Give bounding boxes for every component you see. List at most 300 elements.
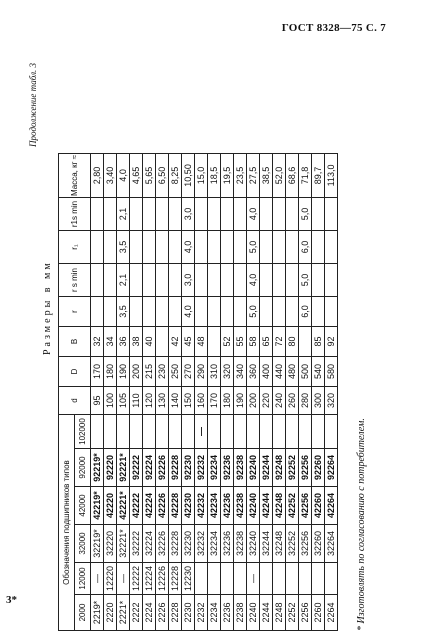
table-cell: [195, 264, 208, 297]
table-cell: 42228: [169, 487, 182, 525]
table-cell: 2236: [221, 595, 234, 631]
table-cell: [325, 264, 338, 297]
table-cell: [221, 264, 234, 297]
table-cell: 5,0: [299, 264, 312, 297]
table-cell: 200: [130, 357, 143, 387]
page-marker: 3*: [6, 594, 17, 606]
table-cell: 100: [104, 387, 117, 415]
table-cell: [169, 198, 182, 231]
table-cell: 42: [169, 327, 182, 357]
table-cell: [130, 231, 143, 264]
table-cell: [260, 297, 273, 327]
table-row: [247, 153, 260, 630]
table-cell: 3,0: [182, 264, 195, 297]
table-cell: [156, 327, 169, 357]
table-cell: [221, 297, 234, 327]
col-header-mass: Масса, кг ≈: [59, 153, 91, 197]
table-cell: [286, 297, 299, 327]
table-body: [91, 153, 338, 630]
table-cell: [169, 297, 182, 327]
table-cell: 2222: [130, 595, 143, 631]
dimensions-caption: Размеры в мм: [42, 260, 53, 355]
table-cell: 580: [325, 357, 338, 387]
table-cell: 190: [117, 357, 130, 387]
table-cell: 2,1: [117, 264, 130, 297]
table-cell: [130, 198, 143, 231]
table-cell: 95: [91, 387, 104, 415]
table-cell: 5,65: [143, 153, 156, 197]
table-cell: [156, 297, 169, 327]
table-cell: [234, 563, 247, 595]
table-cell: 32234: [208, 525, 221, 563]
table-cell: 72: [273, 327, 286, 357]
table-cell: 42252: [286, 487, 299, 525]
table-cell: [182, 415, 195, 449]
table-cell: [325, 198, 338, 231]
table-cell: 2226: [156, 595, 169, 631]
table-row: [195, 153, 208, 630]
table-cell: [325, 231, 338, 264]
table-cell: 42244: [260, 487, 273, 525]
table-cell: [130, 415, 143, 449]
col-header-92000: 92000: [75, 449, 91, 487]
table-cell: [260, 563, 273, 595]
table-cell: 92240: [247, 449, 260, 487]
table-cell: 12224: [143, 563, 156, 595]
table-row: [117, 153, 130, 630]
table-cell: [273, 563, 286, 595]
table-cell: [286, 264, 299, 297]
table-cell: [104, 297, 117, 327]
table-cell: 3,40: [104, 153, 117, 197]
table-cell: 32221*: [117, 525, 130, 563]
col-header-42000: 42000: [75, 487, 91, 525]
table-cell: 2219*: [91, 595, 104, 631]
table-row: [91, 153, 104, 630]
table-cell: 2224: [143, 595, 156, 631]
table-cell: [195, 231, 208, 264]
table-cell: 42236: [221, 487, 234, 525]
table-cell: [273, 297, 286, 327]
table-cell: 92264: [325, 449, 338, 487]
table-cell: 32256: [299, 525, 312, 563]
table-cell: 340: [234, 357, 247, 387]
table-cell: [312, 198, 325, 231]
table-cell: 42256: [299, 487, 312, 525]
table-cell: 300: [312, 387, 325, 415]
table-cell: [312, 563, 325, 595]
table-cell: 18,5: [208, 153, 221, 197]
table-cell: 6,0: [299, 231, 312, 264]
table-cell: [143, 415, 156, 449]
table-cell: 92234: [208, 449, 221, 487]
table-row: [156, 153, 169, 630]
table-continuation-caption: Продолжение табл. 3: [28, 63, 38, 147]
table-cell: 19,5: [221, 153, 234, 197]
table-cell: [156, 415, 169, 449]
table-cell: 3,5: [117, 231, 130, 264]
table-cell: 4,0: [247, 264, 260, 297]
table-cell: 92248: [273, 449, 286, 487]
table-cell: 160: [195, 387, 208, 415]
table-row: [286, 153, 299, 630]
table-cell: 71,8: [299, 153, 312, 197]
table-cell: 32219*: [91, 525, 104, 563]
table-cell: 12220: [104, 563, 117, 595]
table-cell: 52,0: [273, 153, 286, 197]
table-cell: [273, 198, 286, 231]
table-row: [221, 153, 234, 630]
table-row: [260, 153, 273, 630]
table-cell: 190: [234, 387, 247, 415]
table-cell: 15,0: [195, 153, 208, 197]
table-cell: 89,7: [312, 153, 325, 197]
table-cell: [325, 563, 338, 595]
table-cell: 92226: [156, 449, 169, 487]
table-row: [104, 153, 117, 630]
table-cell: 290: [195, 357, 208, 387]
table-cell: [325, 297, 338, 327]
table-cell: 55: [234, 327, 247, 357]
table-cell: 5,0: [247, 297, 260, 327]
table-cell: [156, 198, 169, 231]
table-cell: 12230: [182, 563, 195, 595]
table-cell: 4,65: [130, 153, 143, 197]
table-row: [143, 153, 156, 630]
footnote: * Изготовлять по согласованию с потребителем.: [356, 418, 367, 631]
table-cell: 2252: [286, 595, 299, 631]
table-cell: [91, 231, 104, 264]
table-cell: 85: [312, 327, 325, 357]
table-cell: 3,0: [182, 198, 195, 231]
table-cell: [286, 231, 299, 264]
table-cell: 6,50: [156, 153, 169, 197]
table-cell: [312, 264, 325, 297]
table-cell: 2256: [299, 595, 312, 631]
table-cell: [195, 198, 208, 231]
table-cell: 42264: [325, 487, 338, 525]
table-cell: 2230: [182, 595, 195, 631]
table-cell: 92236: [221, 449, 234, 487]
table-cell: [221, 198, 234, 231]
col-header-102000: 102000: [75, 415, 91, 449]
table-cell: [91, 415, 104, 449]
table-cell: 80: [286, 327, 299, 357]
table-cell: [234, 297, 247, 327]
col-header-rs-min: r s min: [59, 264, 91, 297]
bearing-table: [58, 153, 338, 631]
table-cell: 42260: [312, 487, 325, 525]
table-cell: 4,0: [247, 198, 260, 231]
table-cell: 48: [195, 327, 208, 357]
table-cell: [234, 415, 247, 449]
table-cell: [221, 563, 234, 595]
table-cell: 32248: [273, 525, 286, 563]
table-cell: 92232: [195, 449, 208, 487]
table-cell: 140: [169, 387, 182, 415]
table-cell: 170: [208, 387, 221, 415]
table-cell: 32232: [195, 525, 208, 563]
col-header-r: r: [59, 297, 91, 327]
table-cell: 480: [286, 357, 299, 387]
table-cell: [156, 231, 169, 264]
table-cell: 320: [325, 387, 338, 415]
table-cell: 42224: [143, 487, 156, 525]
col-header-2000: 2000: [75, 595, 91, 631]
table-cell: [169, 264, 182, 297]
table-cell: [299, 415, 312, 449]
table-cell: 42232: [195, 487, 208, 525]
table-row: [234, 153, 247, 630]
standard-header: ГОСТ 8328—75 С. 7: [281, 22, 386, 34]
table-cell: 38: [130, 327, 143, 357]
rotated-content: [28, 55, 372, 631]
table-cell: 2264: [325, 595, 338, 631]
table-cell: 42230: [182, 487, 195, 525]
table-cell: [299, 563, 312, 595]
table-cell: [208, 415, 221, 449]
table-cell: 260: [286, 387, 299, 415]
table-cell: 2244: [260, 595, 273, 631]
table-cell: [208, 297, 221, 327]
table-cell: 240: [273, 387, 286, 415]
table-cell: 92219*: [91, 449, 104, 487]
table-cell: 32238: [234, 525, 247, 563]
table-cell: 42240: [247, 487, 260, 525]
table-cell: 250: [169, 357, 182, 387]
table-cell: 92260: [312, 449, 325, 487]
table-cell: 42221*: [117, 487, 130, 525]
table-cell: [260, 198, 273, 231]
table-cell: 2240: [247, 595, 260, 631]
table-row: [130, 153, 143, 630]
table-cell: 32244: [260, 525, 273, 563]
table-cell: 27,5: [247, 153, 260, 197]
table-cell: 42238: [234, 487, 247, 525]
table-cell: 32: [91, 327, 104, 357]
table-cell: 130: [156, 387, 169, 415]
table-cell: [260, 264, 273, 297]
table-cell: 12222: [130, 563, 143, 595]
table-cell: 360: [247, 357, 260, 387]
table-cell: [247, 415, 260, 449]
table-cell: 92230: [182, 449, 195, 487]
table-cell: 2220: [104, 595, 117, 631]
table-cell: [104, 264, 117, 297]
table-cell: [104, 415, 117, 449]
table-cell: 10,50: [182, 153, 195, 197]
table-cell: 310: [208, 357, 221, 387]
table-cell: [273, 264, 286, 297]
col-header-r1s-min: r1s min: [59, 198, 91, 231]
table-cell: [312, 297, 325, 327]
table-cell: 180: [104, 357, 117, 387]
group-header: Обозначения подшипников типов: [59, 415, 75, 631]
table-cell: 36: [117, 327, 130, 357]
table-cell: 6,0: [299, 297, 312, 327]
table-cell: [143, 264, 156, 297]
table-cell: [208, 563, 221, 595]
table-cell: [195, 563, 208, 595]
table-cell: 32230: [182, 525, 195, 563]
table-row: [208, 153, 221, 630]
table-cell: 12226: [156, 563, 169, 595]
table-row: [182, 153, 195, 630]
col-header-d: d: [59, 387, 91, 415]
table-cell: 68,6: [286, 153, 299, 197]
table-cell: 38,5: [260, 153, 273, 197]
table-cell: [208, 264, 221, 297]
table-cell: 32252: [286, 525, 299, 563]
table-cell: —: [91, 563, 104, 595]
table-cell: 215: [143, 357, 156, 387]
table-cell: [91, 264, 104, 297]
table-cell: 32228: [169, 525, 182, 563]
table-cell: 32224: [143, 525, 156, 563]
table-cell: 42226: [156, 487, 169, 525]
table-cell: 320: [221, 357, 234, 387]
table-cell: 32236: [221, 525, 234, 563]
table-cell: 34: [104, 327, 117, 357]
table-row: [312, 153, 325, 630]
table-cell: 180: [221, 387, 234, 415]
table-cell: [273, 231, 286, 264]
table-cell: 23,5: [234, 153, 247, 197]
col-header-r1: r₁: [59, 231, 91, 264]
table-cell: [286, 198, 299, 231]
table-cell: [260, 415, 273, 449]
table-cell: 200: [247, 387, 260, 415]
table-cell: 52: [221, 327, 234, 357]
table-cell: [260, 231, 273, 264]
table-cell: 32264: [325, 525, 338, 563]
table-cell: —: [195, 415, 208, 449]
table-cell: 270: [182, 357, 195, 387]
table-cell: [312, 231, 325, 264]
table-cell: [104, 198, 117, 231]
table-row: [325, 153, 338, 630]
table-cell: 42248: [273, 487, 286, 525]
table-cell: [286, 563, 299, 595]
table-cell: 440: [273, 357, 286, 387]
table-cell: [143, 231, 156, 264]
table-cell: 92256: [299, 449, 312, 487]
table-cell: 92244: [260, 449, 273, 487]
table-cell: 42234: [208, 487, 221, 525]
table-cell: [169, 231, 182, 264]
table-cell: 32260: [312, 525, 325, 563]
col-header-32000: 32000: [75, 525, 91, 563]
table-cell: 500: [299, 357, 312, 387]
table-cell: 92252: [286, 449, 299, 487]
table-cell: [234, 231, 247, 264]
table-cell: [143, 297, 156, 327]
table-cell: 42222: [130, 487, 143, 525]
table-cell: [104, 231, 117, 264]
table-cell: [91, 297, 104, 327]
table-cell: 170: [91, 357, 104, 387]
table-cell: 42220: [104, 487, 117, 525]
table-cell: 150: [182, 387, 195, 415]
table-cell: [312, 415, 325, 449]
table-cell: [195, 297, 208, 327]
table-row: [299, 153, 312, 630]
table-cell: 105: [117, 387, 130, 415]
table-cell: 400: [260, 357, 273, 387]
table-cell: 92221*: [117, 449, 130, 487]
table-cell: [130, 264, 143, 297]
table-cell: [208, 231, 221, 264]
table-cell: 2232: [195, 595, 208, 631]
table-cell: [117, 415, 130, 449]
table-cell: 58: [247, 327, 260, 357]
table-row: [169, 153, 182, 630]
table-cell: [91, 198, 104, 231]
table-cell: 2260: [312, 595, 325, 631]
table-cell: 92228: [169, 449, 182, 487]
table-cell: 220: [260, 387, 273, 415]
table-cell: 42219*: [91, 487, 104, 525]
table-cell: 5,0: [247, 231, 260, 264]
table-cell: 8,25: [169, 153, 182, 197]
table-cell: 120: [143, 387, 156, 415]
table-cell: 3,5: [117, 297, 130, 327]
col-header-B: B: [59, 327, 91, 357]
table-cell: 280: [299, 387, 312, 415]
table-cell: 230: [156, 357, 169, 387]
table-cell: [221, 231, 234, 264]
table-cell: 4,0: [117, 153, 130, 197]
col-header-12000: 12000: [75, 563, 91, 595]
table-cell: 2234: [208, 595, 221, 631]
table-cell: 32220: [104, 525, 117, 563]
table-cell: [273, 415, 286, 449]
table-cell: [325, 415, 338, 449]
table-cell: 92224: [143, 449, 156, 487]
table-cell: 92238: [234, 449, 247, 487]
table-cell: 2221*: [117, 595, 130, 631]
table-cell: 32240: [247, 525, 260, 563]
table-cell: 32222: [130, 525, 143, 563]
table-cell: 2,1: [117, 198, 130, 231]
table-cell: 32226: [156, 525, 169, 563]
table-cell: [234, 264, 247, 297]
table-cell: [169, 415, 182, 449]
table-cell: 40: [143, 327, 156, 357]
table-cell: [156, 264, 169, 297]
table-cell: 2238: [234, 595, 247, 631]
table-cell: —: [117, 563, 130, 595]
table-row: [273, 153, 286, 630]
table-cell: 65: [260, 327, 273, 357]
table-cell: [221, 415, 234, 449]
table-cell: [130, 297, 143, 327]
table-cell: 2248: [273, 595, 286, 631]
table-cell: 113,0: [325, 153, 338, 197]
table-cell: 92: [325, 327, 338, 357]
table-cell: 92220: [104, 449, 117, 487]
table-cell: 4,0: [182, 231, 195, 264]
table-cell: 92222: [130, 449, 143, 487]
table-cell: 540: [312, 357, 325, 387]
table-cell: —: [247, 563, 260, 595]
table-cell: 2,80: [91, 153, 104, 197]
table-cell: [286, 415, 299, 449]
table-cell: [208, 327, 221, 357]
table-cell: 45: [182, 327, 195, 357]
table-cell: 12228: [169, 563, 182, 595]
table-cell: 2228: [169, 595, 182, 631]
